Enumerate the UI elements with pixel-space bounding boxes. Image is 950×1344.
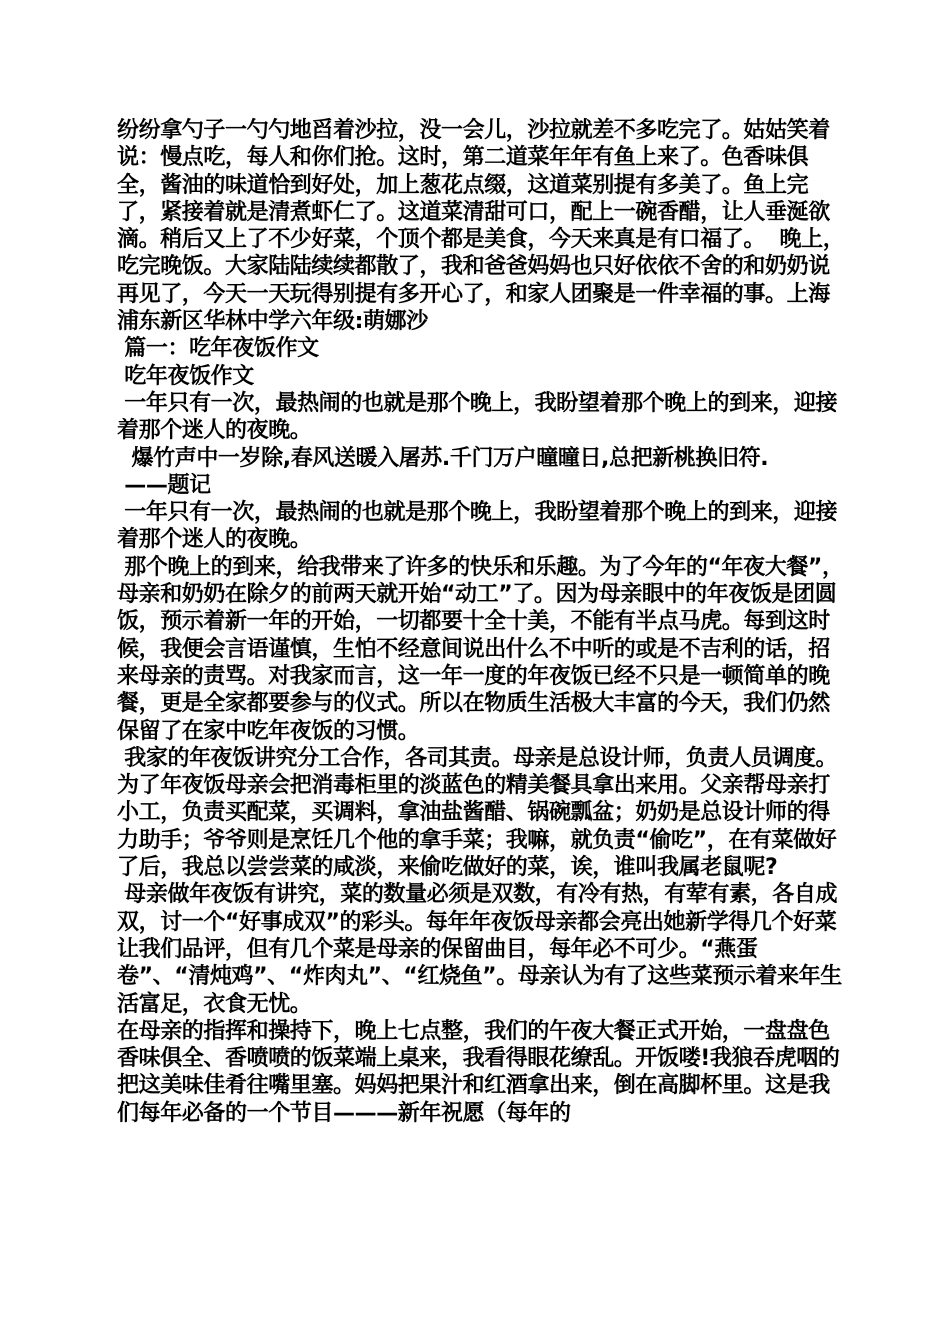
paragraph-body: 我家的年夜饭讲究分工合作，各司其责。母亲是总设计师，负责人员调度。为了年夜饭母亲会把消毒柜里的淡蓝色的精美餐具拿出来用。父亲帮母亲打小工，负责买配菜，买调料，拿油盐酱醋、锅碗瓢盆；奶奶是总设计师的得力助手；爷爷则是烹饪几个他的拿手菜；我嘛，就负责“偷吃”，在有菜做好了后，我总以尝尝菜的咸淡，来偷吃做好的菜，诶，谁叫我属老鼠呢? — [117, 745, 838, 881]
paragraph-body: 那个晚上的到来，给我带来了许多的快乐和乐趣。为了今年的“年夜大餐”，母亲和奶奶在除夕的前两天就开始“动工”了。因为母亲眼中的年夜饭是团圆饭，预示着新一年的开始，一切都要十全十美，不能有半点马虎。每到这时候，我便会言语谨慎，生怕不经意间说出什么不中听的或是不吉利的话，招来母亲的责骂。对我家而言，这一年一度的年夜饭已经不只是一顿简单的晚餐，更是全家都要参与的仪式。所以在物质生活极大丰富的今天，我们仍然保留了在家中吃年夜饭的习惯。 — [117, 554, 844, 744]
paragraph-intro-repeat: 一年只有一次，最热闹的也就是那个晚上，我盼望着那个晚上的到来，迎接着那个迷人的夜晚。 — [117, 500, 838, 553]
essay-title: 吃年夜饭作文 — [117, 363, 254, 389]
paragraph-body: 母亲做年夜饭有讲究，菜的数量必须是双数，有冷有热，有荤有素，各自成双，讨一个“好事成双”的彩头。每年年夜饭母亲都会亮出她新学得几个好菜让我们品评，但有几个菜是母亲的保留曲目，每年必不可少。“燕蛋卷”、“清炖鸡”、“炸肉丸”、“红烧鱼”。母亲认为有了这些菜预示着来年生活富足，衣食无忧。 — [117, 882, 842, 1017]
poem-line: 爆竹声中一岁除,春风送暖入屠苏.千门万户曈曈日,总把新桃换旧符. — [117, 445, 769, 471]
paragraph-body: 在母亲的指挥和操持下，晚上七点整，我们的午夜大餐正式开始，一盘盘色香味俱全、香喷喷的饭菜端上桌来，我看得眼花缭乱。开饭喽!我狼吞虎咽的把这美味佳肴往嘴里塞。妈妈把果汁和红酒拿出来，倒在高脚杯里。这是我们每年必备的一个节目———新年祝愿（每年的 — [117, 1018, 840, 1126]
section-heading: 篇一：吃年夜饭作文 — [117, 336, 319, 362]
epigraph-label: ——题记 — [117, 472, 211, 498]
paragraph-intro: 一年只有一次，最热闹的也就是那个晚上，我盼望着那个晚上的到来，迎接着那个迷人的夜晚。 — [117, 390, 838, 444]
paragraph-continuation: 纷纷拿勺子一勺勺地舀着沙拉，没一会儿，沙拉就差不多吃完了。姑姑笑着说：慢点吃，每人和你们抢。这时，第二道菜年年有鱼上来了。色香味俱全，酱油的味道恰到好处，加上葱花点缀，这道菜别提有多美了。鱼上完了，紧接着就是清煮虾仁了。这道菜清甜可口，配上一碗香醋，让人垂涎欲滴。稍后又上了不少好菜，个顶个都是美食，今天来真是有口福了。 晚上，吃完晚饭。大家陆陆续续都散了，我和爸爸妈妈也只好依依不舍的和奶奶说再见了，今天一天玩得别提有多开心了，和家人团聚是一件幸福的事。上海浦东新区华林中学六年级:萌娜沙 — [117, 118, 845, 335]
document-page — [117, 117, 847, 1127]
